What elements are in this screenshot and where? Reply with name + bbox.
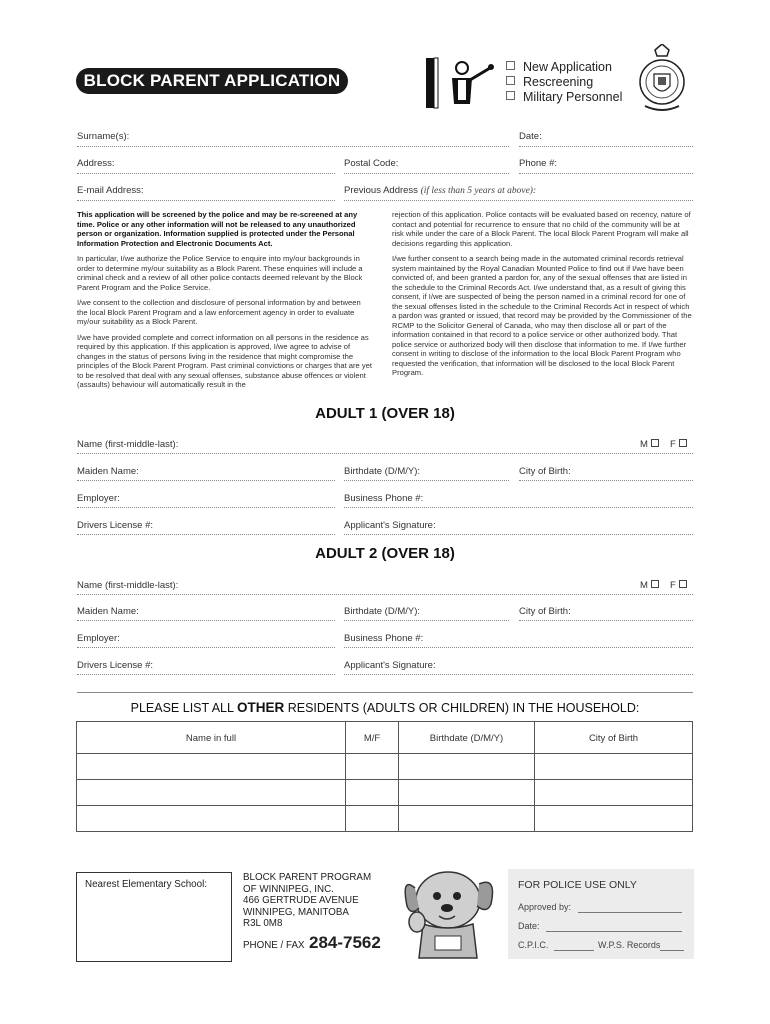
police-date-label: Date: xyxy=(518,921,540,931)
column-header-birthdate: Birthdate (D/M/Y) xyxy=(399,722,535,754)
adult-1-birthdate-label: Birthdate (D/M/Y): xyxy=(344,466,421,477)
phone-fax: PHONE / FAX 284-7562 xyxy=(243,933,381,952)
adult-1-maiden-label: Maiden Name: xyxy=(77,466,139,477)
legal-paragraph-2: In particular, I/we authorize the Police Service to enquire into my/our backgrounds in order to determine my/our suitability as a Block Parent. These enquiries will include a criminal check and a review of all other police contacts deemed relevant by the Block Parent Program and the Police Service. xyxy=(77,254,363,292)
adult-2-employer-field[interactable] xyxy=(77,647,335,648)
wps-records-field[interactable] xyxy=(660,950,684,951)
postal-code-field[interactable] xyxy=(344,173,509,174)
adult-2-maiden-label: Maiden Name: xyxy=(77,606,139,617)
block-parent-logo-icon xyxy=(420,54,498,112)
date-field[interactable] xyxy=(519,146,693,147)
adult-2-signature-field[interactable] xyxy=(344,674,693,675)
table-row[interactable] xyxy=(77,780,693,806)
police-crest-icon xyxy=(637,44,687,116)
adult-2-heading: ADULT 2 (OVER 18) xyxy=(315,545,455,562)
adult-1-signature-field[interactable] xyxy=(344,534,693,535)
option-rescreening[interactable]: Rescreening xyxy=(506,75,593,89)
residents-heading: PLEASE LIST ALL OTHER RESIDENTS (ADULTS OR CHILDREN) IN THE HOUSEHOLD: xyxy=(130,700,640,715)
option-new-application[interactable]: New Application xyxy=(506,60,612,74)
dog-mascot-icon xyxy=(393,862,503,960)
adult-1-birthdate-field[interactable] xyxy=(344,480,509,481)
approved-by-field[interactable] xyxy=(578,912,682,913)
police-date-field[interactable] xyxy=(546,931,682,932)
surname-label: Surname(s): xyxy=(77,131,130,142)
org-street: 466 GERTRUDE AVENUE xyxy=(243,895,359,906)
adult-2-license-field[interactable] xyxy=(77,674,335,675)
legal-paragraph-4: I/we have provided complete and correct information on all persons in the residence as required by this application. If this application is approved, I/we agree to advise of changes in the status of persons living in the residence that might compromise the principles of the Block Parent Program. Past criminal convictions or charges that are yet to be resolved that deal with any sexual offenses, substance abuse offences or violent (assaults) behaviour will automatically result in the xyxy=(77,332,373,389)
adult-1-employer-label: Employer: xyxy=(77,493,120,504)
email-label: E-mail Address: xyxy=(77,185,144,196)
column-header-mf: M/F xyxy=(346,722,399,754)
adult-2-birthdate-field[interactable] xyxy=(344,620,509,621)
adult-1-female-checkbox[interactable]: F xyxy=(670,439,687,450)
adult-2-license-label: Drivers License #: xyxy=(77,660,154,671)
adult-2-city-field[interactable] xyxy=(519,620,693,621)
adult-1-license-field[interactable] xyxy=(77,534,335,535)
police-use-box xyxy=(508,869,694,959)
nearest-school-box[interactable] xyxy=(76,872,232,962)
adult-1-city-label: City of Birth: xyxy=(519,466,571,477)
adult-2-female-checkbox[interactable]: F xyxy=(670,580,687,591)
residents-table xyxy=(76,721,693,832)
legal-paragraph-6: I/we further consent to a search being made in the automated criminal records retrieval system maintained by the Royal Canadian Mounted Police to find out if I/we have been convicted of, and been granted a pardon for, any of the sexual offenses that are listed in the schedule to the Criminal Records Act. I/we understand that, as a result of giving this consent, if I/we are suspected of being the person named in a criminal record for one of the sexual offenses listed in the schedule to the Criminal Records Act in respect of which a pardon was granted or issued, that record may be provided by the Commissioner of the RCMP to the Solicitor General of Canada, who may then disclose all or part of the information contained in that record to a police service or other authorized body. That police service or authorized body will then disclose that information to me. If I/we further consent in writing to disclose of the information to the local Block Parent Program who requested the verification, that information will be disclosed to the local Block Parent Program. xyxy=(392,254,692,377)
date-label: Date: xyxy=(519,131,542,142)
wps-records-label: W.P.S. Records xyxy=(598,940,661,950)
organization-address xyxy=(243,872,371,930)
org-name-line-1: BLOCK PARENT PROGRAM xyxy=(243,872,372,883)
address-field[interactable] xyxy=(77,173,335,174)
org-name-line-2: OF WINNIPEG, INC. xyxy=(243,883,334,895)
table-row[interactable] xyxy=(77,806,693,832)
org-city: WINNIPEG, MANITOBA xyxy=(243,906,349,918)
nearest-school-label: Nearest Elementary School: xyxy=(85,879,207,890)
adult-1-city-field[interactable] xyxy=(519,480,693,481)
column-header-city: City of Birth xyxy=(535,722,693,754)
legal-left-column xyxy=(77,210,373,396)
adult-1-male-checkbox[interactable]: M xyxy=(640,439,659,450)
approved-by-label: Approved by: xyxy=(518,902,572,912)
previous-address-label: Previous Address (if less than 5 years at above): xyxy=(344,185,537,196)
postal-code-label: Postal Code: xyxy=(344,158,399,169)
adult-2-name-field[interactable] xyxy=(77,594,693,595)
page-title: BLOCK PARENT APPLICATION xyxy=(76,68,348,94)
adult-1-business-phone-field[interactable] xyxy=(344,507,693,508)
police-use-title: FOR POLICE USE ONLY xyxy=(518,879,637,891)
adult-2-signature-label: Applicant's Signature: xyxy=(344,660,436,671)
phone-label: Phone #: xyxy=(519,158,558,169)
previous-address-field[interactable] xyxy=(344,200,693,201)
surname-field[interactable] xyxy=(77,146,509,147)
adult-1-name-field[interactable] xyxy=(77,453,693,454)
adult-1-license-label: Drivers License #: xyxy=(77,520,154,531)
adult-2-maiden-field[interactable] xyxy=(77,620,335,621)
adult-1-maiden-field[interactable] xyxy=(77,480,335,481)
email-field[interactable] xyxy=(77,200,335,201)
legal-paragraph-3: I/we consent to the collection and disclosure of personal information by and between the local Block Parent Program and a law enforcement agency in order to evaluate my/our suitability as a Block Parent. xyxy=(77,298,361,326)
adult-2-business-phone-field[interactable] xyxy=(344,647,693,648)
adult-1-business-phone-label: Business Phone #: xyxy=(344,493,424,504)
adult-2-birthdate-label: Birthdate (D/M/Y): xyxy=(344,606,421,617)
option-military-personnel[interactable]: Military Personnel xyxy=(506,90,622,104)
address-label: Address: xyxy=(77,158,115,169)
adult-2-city-label: City of Birth: xyxy=(519,606,571,617)
adult-1-heading: ADULT 1 (OVER 18) xyxy=(315,405,455,422)
legal-paragraph-1: This application will be screened by the police and may be re-screened at any time. Police or any other information will not be released to any unauthorized person or organization. Information supplied is protected under the Personal Information Protection and Electronic Documents Act. xyxy=(77,210,358,248)
adult-2-male-checkbox[interactable]: M xyxy=(640,580,659,591)
table-row[interactable] xyxy=(77,754,693,780)
cpic-label: C.P.I.C. xyxy=(518,940,549,950)
adult-2-employer-label: Employer: xyxy=(77,633,120,644)
legal-right-column xyxy=(392,210,692,384)
org-postal: R3L 0M8 xyxy=(243,918,283,929)
section-divider xyxy=(77,692,693,693)
adult-2-business-phone-label: Business Phone #: xyxy=(344,633,424,644)
column-header-name: Name in full xyxy=(77,722,346,754)
phone-field[interactable] xyxy=(519,173,693,174)
adult-1-name-label: Name (first-middle-last): xyxy=(77,439,179,450)
adult-1-signature-label: Applicant's Signature: xyxy=(344,520,436,531)
legal-paragraph-5: rejection of this application. Police contacts will be evaluated based on recency, nature of contact and potential for recurrence to ensure that no child of the community will be at risk while under the care of a Block Parent. The local Block Parent Program will make all decisions regarding this application. xyxy=(392,210,691,248)
adult-2-name-label: Name (first-middle-last): xyxy=(77,580,179,591)
cpic-field[interactable] xyxy=(554,950,594,951)
adult-1-employer-field[interactable] xyxy=(77,507,335,508)
